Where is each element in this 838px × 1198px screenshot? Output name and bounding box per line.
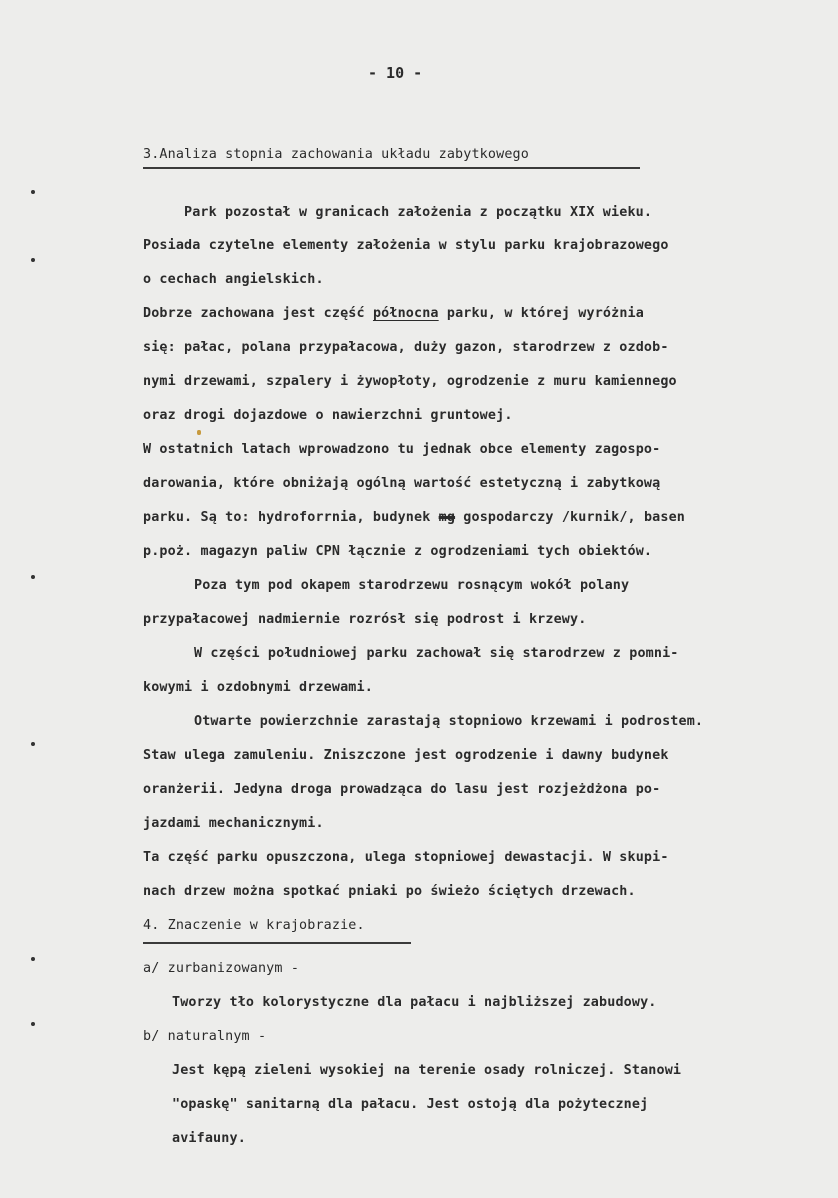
- text-line: Ta część parku opuszczona, ulega stopniowej dewastacji. W skupi-: [143, 850, 669, 865]
- ink-speck: [197, 430, 201, 435]
- text-line: Poza tym pod okapem starodrzewu rosnącym wokół polany: [194, 578, 630, 593]
- margin-dot: [31, 742, 35, 746]
- text-line: o cechach angielskich.: [143, 272, 324, 287]
- text-line: Otwarte powierzchnie zarastają stopniowo krzewami i podrostem.: [194, 714, 704, 729]
- text-line: kowymi i ozdobnymi drzewami.: [143, 680, 373, 695]
- section-4-heading: 4. Znaczenie w krajobrazie.: [143, 918, 365, 933]
- text-line: się: pałac, polana przypałacowa, duży gazon, starodrzew z ozdob-: [143, 340, 669, 355]
- text-line: "opaskę" sanitarną dla pałacu. Jest ostoją dla pożytecznej: [172, 1097, 649, 1112]
- text-line: Dobrze zachowana jest część północna parku, w której wyróżnia: [143, 306, 644, 321]
- text-line: Staw ulega zamuleniu. Zniszczone jest ogrodzenie i dawny budynek: [143, 748, 669, 763]
- margin-dot: [31, 1022, 35, 1026]
- text-line: W ostatnich latach wprowadzono tu jednak obce elementy zagospo-: [143, 442, 661, 457]
- text-line: jazdami mechanicznymi.: [143, 816, 324, 831]
- text-line: W części południowej parku zachował się starodrzew z pomni-: [194, 646, 679, 661]
- text-line: nach drzew można spotkać pniaki po świeżo ściętych drzewach.: [143, 884, 636, 899]
- list-item-label: b/ naturalnym -: [143, 1029, 267, 1044]
- text-line: darowania, które obniżają ogólną wartość estetyczną i zabytkową: [143, 476, 661, 491]
- text-line: p.poż. magazyn paliw CPN łącznie z ogrodzeniami tych obiektów.: [143, 544, 653, 559]
- section-3-heading: 3.Analiza stopnia zachowania układu zabytkowego: [143, 147, 529, 162]
- underlined-word: północna: [372, 306, 439, 321]
- text-line: nymi drzewami, szpalery i żywopłoty, ogrodzenie z muru kamiennego: [143, 374, 677, 389]
- text-line: oraz drogi dojazdowe o nawierzchni gruntowej.: [143, 408, 513, 423]
- struck-letters: mg: [438, 510, 456, 525]
- text-line: Jest kępą zieleni wysokiej na terenie osady rolniczej. Stanowi: [172, 1063, 682, 1078]
- margin-dot: [31, 258, 35, 262]
- text-line: Park pozostał w granicach założenia z początku XIX wieku.: [184, 205, 653, 220]
- text-line: Posiada czytelne elementy założenia w stylu parku krajobrazowego: [143, 238, 669, 253]
- list-item-label: a/ zurbanizowanym -: [143, 961, 300, 976]
- margin-dot: [31, 957, 35, 961]
- section-3-heading-underline: [143, 167, 640, 169]
- margin-dot: [31, 575, 35, 579]
- text-line: przypałacowej nadmiernie rozrósł się podrost i krzewy.: [143, 612, 587, 627]
- section-4-heading-underline: [143, 942, 411, 944]
- text-line: parku. Są to: hydroforrnia, budynek mg gospodarczy /kurnik/, basen: [143, 510, 686, 525]
- text-line: avifauny.: [172, 1131, 246, 1146]
- margin-dot: [31, 190, 35, 194]
- page-number: - 10 -: [368, 64, 423, 82]
- text-line: oranżerii. Jedyna droga prowadząca do lasu jest rozjeżdżona po-: [143, 782, 661, 797]
- text-line: Tworzy tło kolorystyczne dla pałacu i najbliższej zabudowy.: [172, 995, 657, 1010]
